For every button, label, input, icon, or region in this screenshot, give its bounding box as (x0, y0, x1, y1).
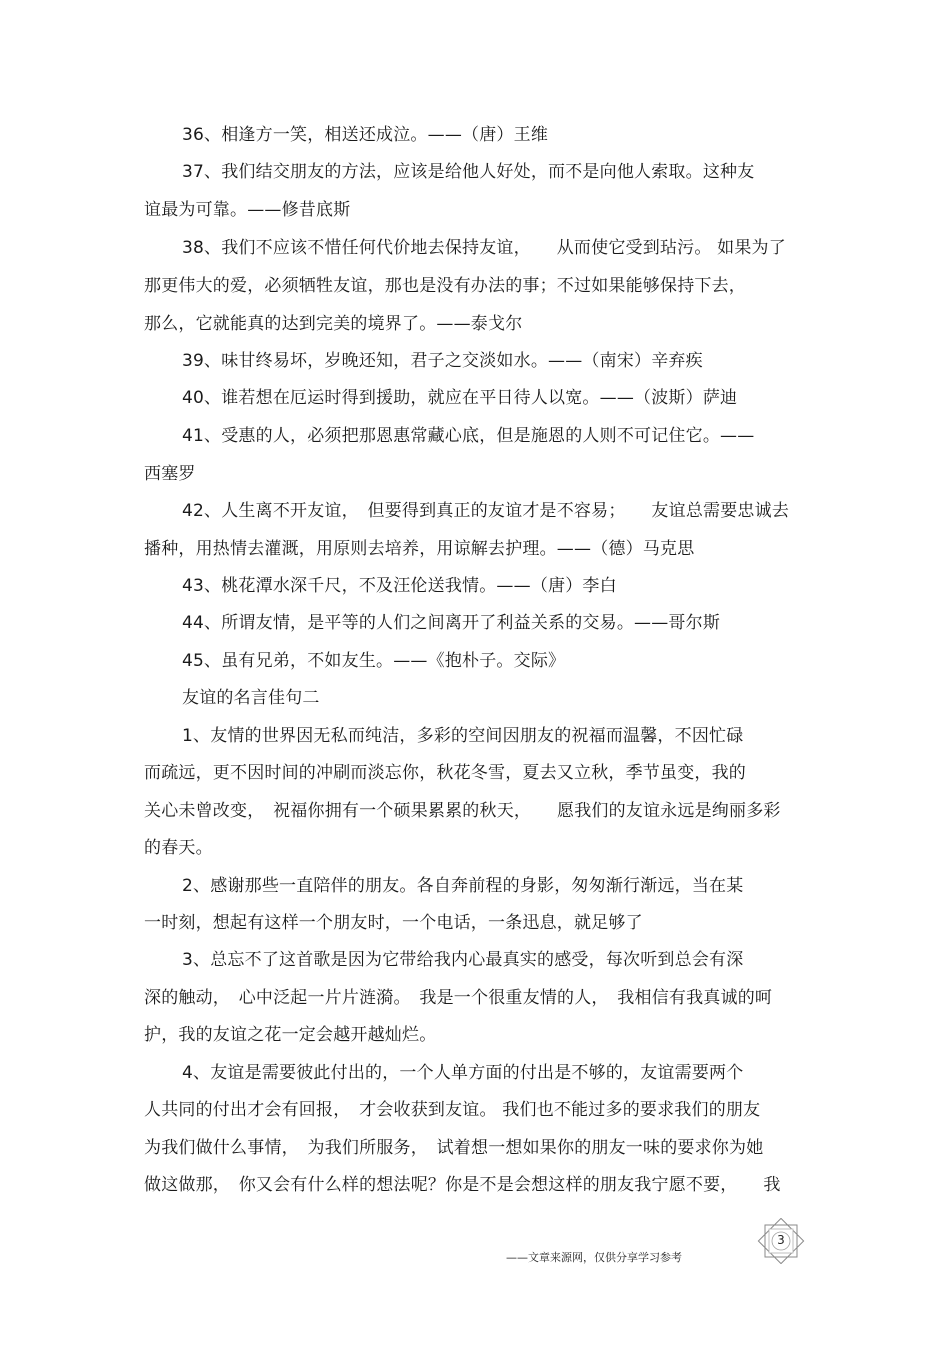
text-line: 39、味甘终易坏，岁晚还知，君子之交淡如水。——（南宋）辛弃疾 (182, 351, 703, 371)
text-line: 关心未曾改变， 祝福你拥有一个硕果累累的秋天， 愿我们的友谊永远是绚丽多彩 (144, 801, 781, 821)
text-line: 1、友情的世界因无私而纯洁，多彩的空间因朋友的祝福而温馨，不因忙碌 (182, 726, 744, 746)
text-line: 那么，它就能真的达到完美的境界了。——泰戈尔 (144, 314, 523, 334)
text-line: 深的触动， 心中泛起一片片涟漪。 我是一个很重友情的人， 我相信有我真诚的呵 (144, 988, 773, 1008)
footer-source-note: ——文章来源网，仅供分享学习参考 (506, 1251, 682, 1264)
text-line: 做这做那， 你又会有什么样的想法呢？你是不是会想这样的朋友我宁愿不要， 我 (144, 1175, 781, 1195)
text-line: 37、我们结交朋友的方法，应该是给他人好处，而不是向他人索取。这种友 (182, 162, 755, 182)
text-line: 西塞罗 (144, 464, 196, 484)
text-line: 41、受惠的人，必须把那恩惠常藏心底，但是施恩的人则不可记住它。—— (182, 426, 755, 446)
text-line: 2、感谢那些一直陪伴的朋友。各自奔前程的身影，匆匆渐行渐远，当在某 (182, 876, 744, 896)
page-number: 3 (777, 1233, 785, 1247)
text-line: 36、相逢方一笑，相送还成泣。——（唐）王维 (182, 125, 549, 145)
text-line: 一时刻，想起有这样一个朋友时，一个电话，一条迅息，就足够了 (144, 913, 643, 933)
text-line: 那更伟大的爱，必须牺牲友谊，那也是没有办法的事；不过如果能够保持下去， (144, 276, 746, 296)
text-line: 44、所谓友情，是平等的人们之间离开了利益关系的交易。——哥尔斯 (182, 613, 721, 633)
text-line: 护，我的友谊之花一定会越开越灿烂。 (144, 1025, 437, 1045)
text-line: 43、桃花潭水深千尺，不及汪伦送我情。——（唐）李白 (182, 576, 617, 596)
section-heading: 友谊的名言佳句二 (182, 688, 320, 708)
text-line: 40、谁若想在厄运时得到援助，就应在平日待人以宽。——（波斯）萨迪 (182, 388, 738, 408)
text-line: 4、友谊是需要彼此付出的，一个人单方面的付出是不够的，友谊需要两个 (182, 1063, 744, 1083)
text-line: 3、总忘不了这首歌是因为它带给我内心最真实的感受，每次听到总会有深 (182, 950, 744, 970)
text-line: 45、虽有兄弟，不如友生。——《抱朴子。交际》 (182, 651, 566, 671)
text-line: 人共同的付出才会有回报， 才会收获到友谊。 我们也不能过多的要求我们的朋友 (144, 1100, 761, 1120)
text-line: 谊最为可靠。——修昔底斯 (144, 200, 351, 220)
text-line: 38、我们不应该不惜任何代价地去保持友谊， 从而使它受到玷污。 如果为了 (182, 238, 786, 258)
text-line: 播种，用热情去灌溉，用原则去培养，用谅解去护理。——（德）马克思 (144, 539, 695, 559)
text-line: 为我们做什么事情， 为我们所服务， 试着想一想如果你的朋友一味的要求你为她 (144, 1138, 764, 1158)
text-line: 而疏远，更不因时间的冲刷而淡忘你，秋花冬雪，夏去又立秋，季节虽变，我的 (144, 763, 746, 783)
page-number-badge (756, 1218, 806, 1264)
text-line: 42、人生离不开友谊， 但要得到真正的友谊才是不容易； 友谊总需要忠诚去 (182, 501, 790, 521)
text-line: 的春天。 (144, 838, 213, 858)
